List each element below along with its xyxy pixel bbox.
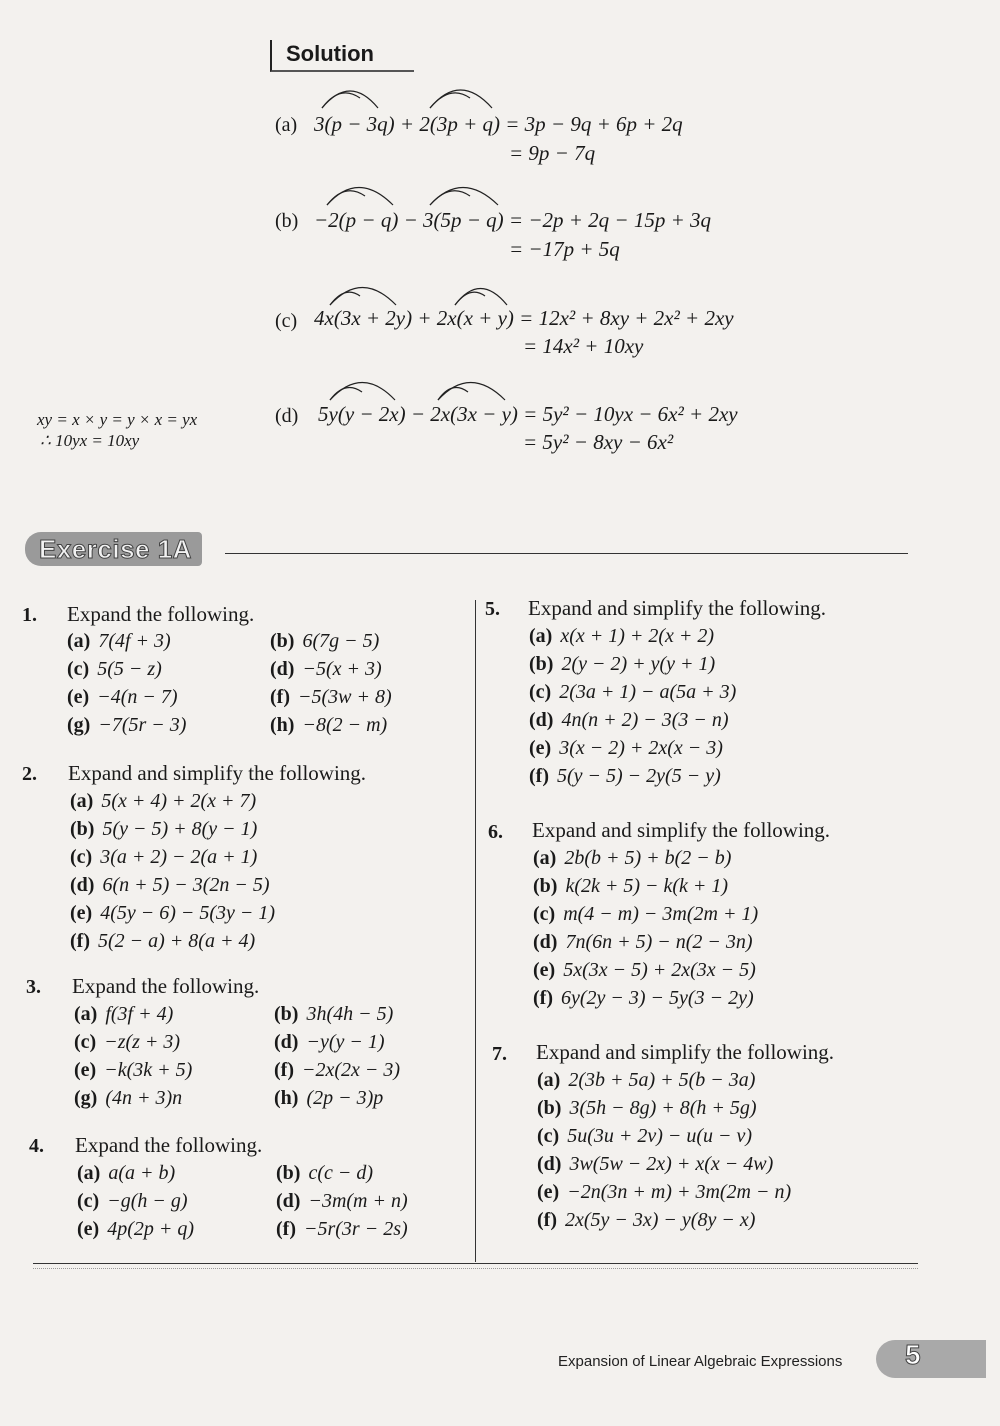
exercise-item	[270, 658, 382, 681]
item-label: (d)	[529, 709, 554, 731]
header-rule	[225, 553, 908, 554]
side-note-conclusion: ∴ 10yx = 10xy	[40, 431, 140, 450]
item-expression: 7(4f + 3)	[98, 630, 171, 652]
item-expression: −k(3k + 5)	[104, 1059, 193, 1081]
item-expression: 4p(2p + q)	[107, 1218, 195, 1240]
item-label: (h)	[274, 1087, 299, 1109]
exercise-item	[529, 737, 723, 760]
exercise-banner: Exercise 1A	[25, 532, 202, 566]
question-title: Expand and simplify the following.	[528, 596, 827, 620]
arc	[430, 191, 470, 205]
exercise-item	[529, 653, 715, 676]
item-expression: 5(y − 5) − 2y(5 − y)	[556, 765, 721, 787]
bottom-rule	[33, 1263, 918, 1264]
exercise-item	[537, 1181, 791, 1204]
exercise-item	[274, 1059, 400, 1082]
side-note-line: xy = x × y = y × x = yx	[37, 410, 198, 429]
item-label: (a)	[537, 1069, 561, 1091]
item-label: (c)	[533, 903, 556, 925]
exercise-item	[533, 931, 753, 954]
arc	[455, 289, 507, 306]
exercise-item	[74, 1003, 173, 1026]
item-expression: x(x + 1) + 2(x + 2)	[560, 625, 715, 647]
item-label: (e)	[533, 959, 556, 981]
exercise-item	[537, 1209, 755, 1232]
item-label: (a)	[529, 625, 553, 647]
exercise-item	[67, 630, 171, 653]
question-title: Expand and simplify the following.	[68, 761, 367, 785]
item-label: (a)	[67, 630, 91, 652]
item-label: (e)	[537, 1181, 560, 1203]
exercise-item	[70, 930, 255, 953]
item-label: (f)	[274, 1059, 294, 1081]
item-label: (e)	[74, 1059, 97, 1081]
item-expression: −5r(3r − 2s)	[303, 1218, 408, 1240]
question-title: Expand and simplify the following.	[536, 1040, 835, 1064]
item-label: (f)	[270, 686, 290, 708]
item-expression: −2x(2x − 3)	[301, 1059, 401, 1081]
item-expression: 7n(6n + 5) − n(2 − 3n)	[565, 931, 753, 953]
exercise-item	[274, 1087, 383, 1110]
exercise-item	[533, 875, 728, 898]
exercise-item	[77, 1218, 194, 1241]
item-label: (a)	[77, 1162, 101, 1184]
exercise-item	[270, 714, 387, 737]
item-expression: 2(3b + 5a) + 5(b − 3a)	[568, 1069, 756, 1091]
item-expression: −7(5r − 3)	[98, 714, 187, 736]
item-label: (b)	[270, 630, 295, 652]
dotted-rule	[33, 1268, 918, 1269]
exercise-item	[529, 625, 714, 648]
item-expression: −3m(m + n)	[308, 1190, 408, 1212]
item-label: (c)	[67, 658, 90, 680]
arc	[430, 188, 498, 206]
exercise-item	[537, 1097, 757, 1120]
item-label: (d)	[533, 931, 558, 953]
exercise-item	[274, 1003, 393, 1026]
exercise-item	[529, 765, 721, 788]
exercise-item	[537, 1069, 755, 1092]
exercise-item	[537, 1125, 752, 1148]
item-label: (a)	[533, 847, 557, 869]
chapter-footer: Expansion of Linear Algebraic Expressions	[558, 1353, 843, 1370]
arc	[322, 93, 360, 108]
exercise-item	[537, 1153, 773, 1176]
question-number: 2.	[22, 763, 37, 785]
item-expression: 5(5 − z)	[97, 658, 162, 680]
solution-result: = 5y² − 8xy − 6x²	[523, 430, 674, 454]
exercise-item	[70, 846, 257, 869]
item-label: (c)	[70, 846, 93, 868]
arc	[430, 90, 492, 108]
arc	[438, 388, 468, 401]
item-label: (b)	[274, 1003, 299, 1025]
item-label: (e)	[529, 737, 552, 759]
item-expression: 2(y − 2) + y(y + 1)	[561, 653, 716, 675]
question-title: Expand the following.	[75, 1133, 263, 1157]
arc	[330, 383, 395, 401]
exercise-item	[77, 1162, 175, 1185]
exercise-item	[74, 1031, 180, 1054]
exercise-item	[274, 1031, 385, 1054]
item-expression: (2p − 3)p	[306, 1087, 384, 1109]
item-expression: −5(3w + 8)	[297, 686, 392, 708]
arc	[455, 292, 485, 305]
exercise-item	[67, 686, 178, 709]
item-label: (c)	[74, 1031, 97, 1053]
item-label: (e)	[77, 1218, 100, 1240]
item-label: (e)	[70, 902, 93, 924]
exercise-item	[276, 1218, 408, 1241]
item-expression: −8(2 − m)	[302, 714, 388, 736]
arc	[430, 93, 470, 108]
exercise-item	[270, 630, 379, 653]
solution-title: Solution	[286, 41, 374, 66]
exercise-item	[67, 714, 186, 737]
item-expression: a(a + b)	[108, 1162, 176, 1184]
solution-part-label: (c)	[275, 310, 298, 332]
item-label: (b)	[537, 1097, 562, 1119]
column-divider	[475, 600, 476, 1262]
item-expression: 5x(3x − 5) + 2x(3x − 5)	[563, 959, 756, 981]
item-expression: 3(x − 2) + 2x(x − 3)	[559, 737, 723, 759]
arc	[330, 388, 362, 401]
item-expression: 3(5h − 8g) + 8(h + 5g)	[569, 1097, 757, 1119]
question-title: Expand the following.	[72, 974, 260, 998]
item-expression: 4n(n + 2) − 3(3 − n)	[561, 709, 729, 731]
item-label: (f)	[529, 765, 549, 787]
solution-result: = 9p − 7q	[509, 141, 596, 165]
exercise-item	[67, 658, 162, 681]
item-expression: 5(2 − a) + 8(a + 4)	[97, 930, 256, 952]
item-label: (b)	[276, 1162, 301, 1184]
item-label: (e)	[67, 686, 90, 708]
question-number: 7.	[492, 1043, 507, 1065]
solution-line: 4x(3x + 2y) + 2x(x + y) = 12x² + 8xy + 2x² + 2xy	[314, 306, 734, 330]
item-label: (d)	[270, 658, 295, 680]
item-expression: 2b(b + 5) + b(2 − b)	[564, 847, 732, 869]
item-expression: 6(n + 5) − 3(2n − 5)	[102, 874, 270, 896]
item-label: (a)	[74, 1003, 98, 1025]
exercise-item	[533, 987, 754, 1010]
item-label: (f)	[70, 930, 90, 952]
question-number: 1.	[22, 604, 37, 626]
item-expression: 4(5y − 6) − 5(3y − 1)	[100, 902, 276, 924]
exercise-item	[70, 818, 257, 841]
arc	[330, 292, 360, 305]
item-expression: 2x(5y − 3x) − y(8y − x)	[564, 1209, 756, 1231]
item-label: (c)	[77, 1190, 100, 1212]
arc	[330, 288, 396, 306]
exercise-item	[276, 1162, 373, 1185]
item-expression: 6y(2y − 3) − 5y(3 − 2y)	[560, 987, 754, 1009]
solution-part-label: (a)	[275, 114, 298, 136]
exercise-item	[70, 902, 275, 925]
exercise-item	[276, 1190, 408, 1213]
item-expression: 3h(4h − 5)	[306, 1003, 394, 1025]
question-title: Expand the following.	[67, 602, 255, 626]
exercise-item	[77, 1190, 188, 1213]
item-label: (c)	[529, 681, 552, 703]
question-title: Expand and simplify the following.	[532, 818, 831, 842]
item-label: (b)	[70, 818, 95, 840]
item-expression: f(3f + 4)	[105, 1003, 174, 1025]
page-number: 5	[905, 1339, 921, 1370]
exercise-item	[270, 686, 392, 709]
solution-result: = −17p + 5q	[509, 237, 620, 261]
item-label: (b)	[529, 653, 554, 675]
item-expression: 3(a + 2) − 2(a + 1)	[100, 846, 258, 868]
item-label: (f)	[276, 1218, 296, 1240]
item-label: (g)	[74, 1087, 98, 1109]
solution-result: = 14x² + 10xy	[523, 334, 644, 358]
item-label: (d)	[70, 874, 95, 896]
exercise-item	[74, 1059, 192, 1082]
item-label: (d)	[537, 1153, 562, 1175]
question-number: 3.	[26, 976, 41, 998]
question-number: 6.	[488, 821, 503, 843]
item-label: (a)	[70, 790, 94, 812]
item-expression: −4(n − 7)	[97, 686, 178, 708]
exercise-item	[533, 959, 756, 982]
item-label: (f)	[537, 1209, 557, 1231]
page-badge	[876, 1340, 986, 1378]
solution-line: 3(p − 3q) + 2(3p + q) = 3p − 9q + 6p + 2q	[314, 112, 683, 136]
item-expression: −2n(3n + m) + 3m(2m − n)	[567, 1181, 792, 1203]
item-label: (b)	[533, 875, 558, 897]
item-expression: 5(y − 5) + 8(y − 1)	[102, 818, 258, 840]
exercise-item	[70, 874, 270, 897]
item-label: (d)	[276, 1190, 301, 1212]
arc	[327, 188, 393, 206]
solution-line: −2(p − q) − 3(5p − q) = −2p + 2q − 15p + 3q	[314, 208, 712, 232]
item-expression: c(c − d)	[308, 1162, 374, 1184]
exercise-item	[533, 903, 758, 926]
item-label: (g)	[67, 714, 91, 736]
item-expression: −5(x + 3)	[302, 658, 382, 680]
item-expression: −g(h − g)	[107, 1190, 188, 1212]
exercise-item	[533, 847, 731, 870]
question-number: 4.	[29, 1135, 44, 1157]
item-label: (c)	[537, 1125, 560, 1147]
item-expression: m(4 − m) − 3m(2m + 1)	[563, 903, 759, 925]
exercise-item	[529, 709, 729, 732]
exercise-item	[70, 790, 256, 813]
item-label: (d)	[274, 1031, 299, 1053]
item-expression: 3w(5w − 2x) + x(x − 4w)	[569, 1153, 774, 1175]
arc	[327, 191, 365, 205]
solution-line: 5y(y − 2x) − 2x(3x − y) = 5y² − 10yx − 6x² + 2xy	[318, 402, 738, 426]
exercise-item	[74, 1087, 182, 1110]
item-expression: 6(7g − 5)	[302, 630, 380, 652]
exercise-item	[529, 681, 736, 704]
item-expression: 5u(3u + 2v) − u(u − v)	[567, 1125, 753, 1147]
item-expression: (4n + 3)n	[105, 1087, 183, 1109]
item-expression: k(2k + 5) − k(k + 1)	[565, 875, 729, 897]
item-expression: −z(z + 3)	[104, 1031, 181, 1053]
solution-part-label: (d)	[275, 405, 299, 427]
solution-part-label: (b)	[275, 210, 299, 232]
item-expression: 2(3a + 1) − a(5a + 3)	[559, 681, 737, 703]
item-expression: 5(x + 4) + 2(x + 7)	[101, 790, 257, 812]
item-expression: −y(y − 1)	[306, 1031, 385, 1053]
item-label: (h)	[270, 714, 295, 736]
item-label: (f)	[533, 987, 553, 1009]
arc	[438, 383, 505, 401]
question-number: 5.	[485, 598, 500, 620]
